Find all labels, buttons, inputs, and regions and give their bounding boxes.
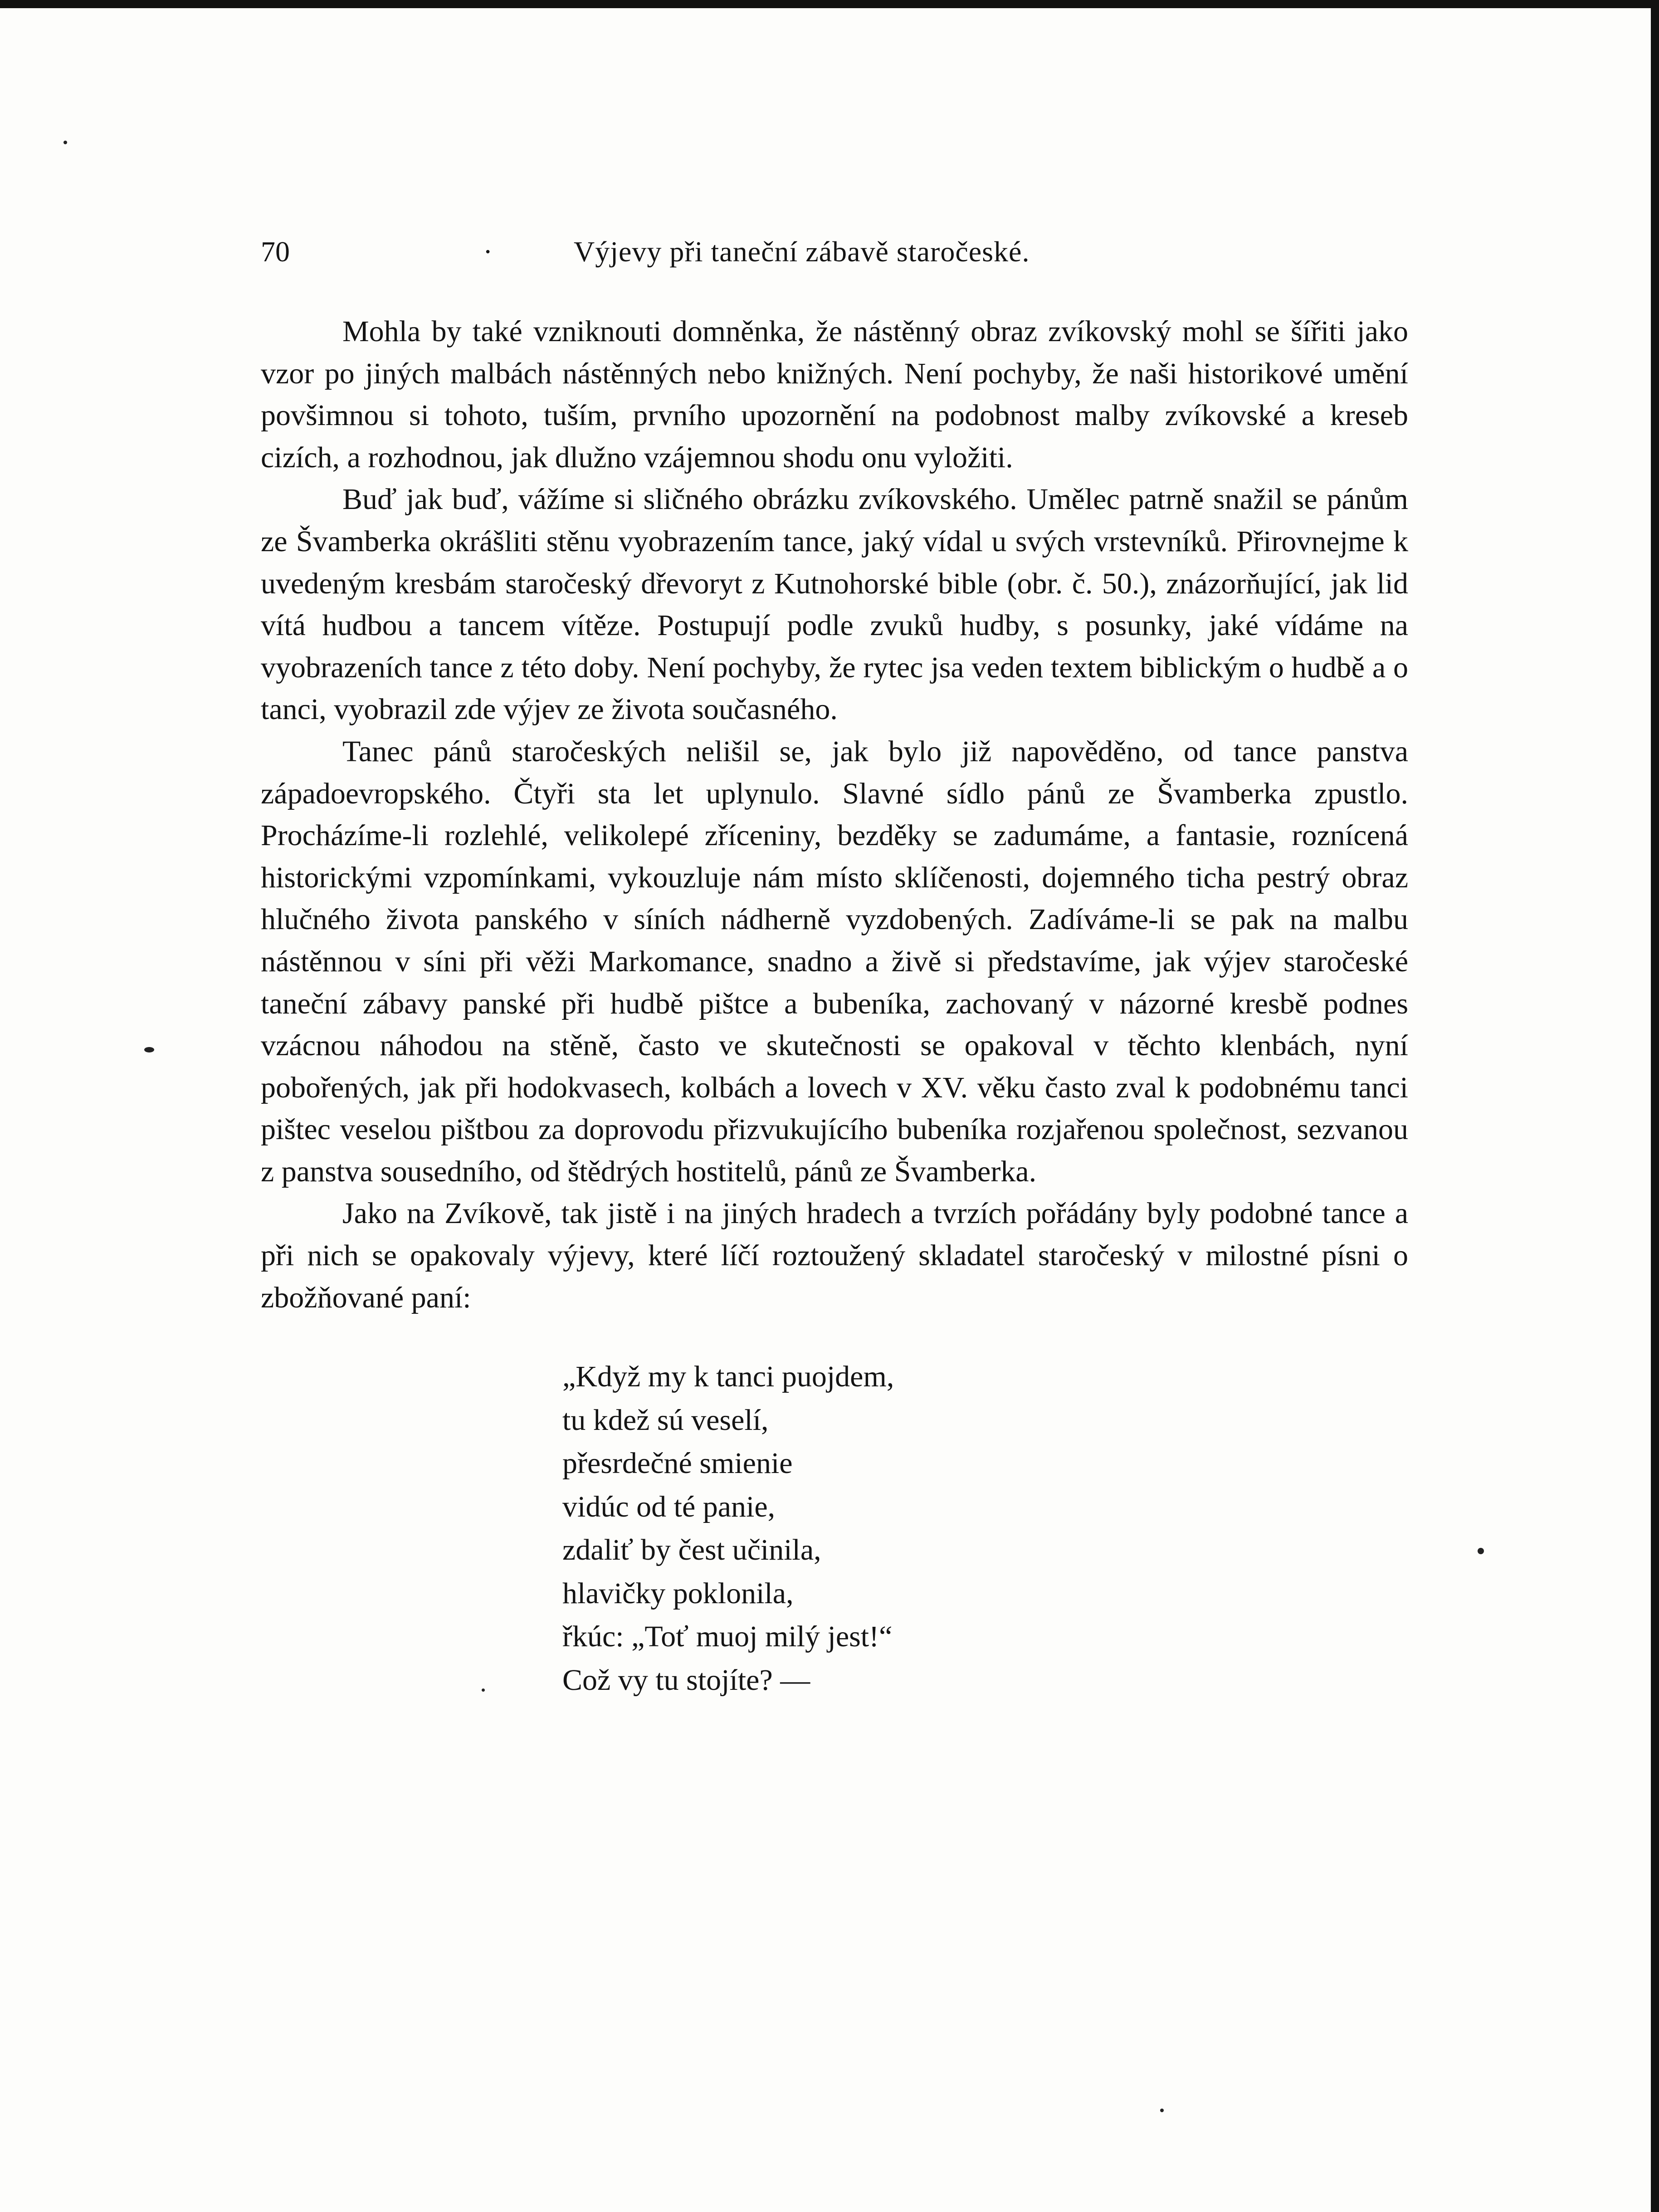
- paragraph: Tanec pánů staročeských nelišil se, jak bylo již napověděno, od tance panstva západoevropského. Čtyři sta let uplynulo. Slavné sídlo pánů ze Švamberka zpustlo. Procházíme-li rozlehlé, velikolepé zříceniny, bezděky se zadumáme, a fantasie, roznícená historickými vzpomínkami, vykouzluje nám místo sklíčenosti, dojemného ticha pestrý obraz hlučného života panského v síních nádherně vyzdobených. Zadíváme-li se pak na malbu nástěnnou v síni při věži Markomance, snadno a živě si představíme, jak výjev staročeské taneční zábavy panské při hudbě pištce a bubeníka, zachovaný v názorné kresbě podnes vzácnou náhodou na stěně, často ve skutečnosti se opakoval v těchto klenbách, nyní pobořených, jak při hodokvasech, kolbách a lovech v XV. věku často zval k podobnému tanci pištec veselou pištbou za doprovodu přizvukujícího bubeníka rozjařenou společnost, sezvanou z panstva sousedního, od štědrých hostitelů, pánů ze Švamberka.: [261, 734, 1408, 1188]
- paragraph: Buď jak buď, vážíme si sličného obrázku zvíkovského. Umělec patrně snažil se pánům ze Švamberka okrášliti stěnu vyobrazením tance, jaký vídal u svých vrstevníků. Přirovnejme k uvedeným kresbám staročeský dřevoryt z Kutnohorské bible (obr. č. 50.), znázorňující, jak lid vítá hudbou a tancem vítěze. Postupují podle zvuků hudby, s posunky, jaké vídáme na vyobrazeních tance z této doby. Není pochyby, že rytec jsa veden textem biblickým o hudbě a o tanci, vyobrazil zde výjev ze života současného.: [261, 483, 1408, 726]
- page-number: 70: [261, 235, 290, 268]
- scan-border-right: [1651, 0, 1659, 2212]
- poem-verse: přesrdečné smienie: [562, 1447, 793, 1480]
- scan-border-top: [0, 0, 1659, 8]
- poem-verse: „Když my k tanci puojdem,: [562, 1360, 894, 1394]
- ink-speck: [144, 1047, 154, 1052]
- paragraph: Jako na Zvíkově, tak jistě i na jiných hradech a tvrzích pořádány byly podobné tance a při nich se opakovaly výjevy, které líčí roztoužený skladatel staročeský v milostné písni o zbožňované paní:: [261, 1197, 1408, 1314]
- running-head: [261, 227, 1408, 277]
- running-title: Výjevy při taneční zábavě staročeské.: [574, 235, 1030, 268]
- paragraph: Mohla by také vzniknouti domněnka, že nástěnný obraz zvíkovský mohl se šířiti jako vzor po jiných malbách nástěnných nebo knižných. Není pochyby, že naši historikové umění povšimnou si tohoto, tuším, prvního upozornění na podobnost malby zvíkovské a kreseb cizích, a rozhodnou, jak dlužno vzájemnou shodu onu vyložiti.: [261, 315, 1408, 474]
- ink-speck: [1478, 1548, 1484, 1554]
- book-page: [261, 227, 1408, 1702]
- poem-verse: zdaliť by čest učinila,: [562, 1533, 821, 1567]
- poem-verse: Což vy tu stojíte? —: [562, 1663, 810, 1697]
- ink-speck: [63, 141, 67, 144]
- poem-verse: vidúc od té panie,: [562, 1490, 776, 1523]
- poem-verse: hlavičky poklonila,: [562, 1576, 794, 1610]
- ink-speck: [1160, 2109, 1164, 2112]
- poem: [562, 1355, 1408, 1702]
- body-text: [261, 311, 1408, 1319]
- poem-verse: tu kdež sú veselí,: [562, 1403, 769, 1437]
- poem-verse: řkúc: „Toť muoj milý jest!“: [562, 1620, 893, 1654]
- header-separator: ·: [483, 235, 493, 268]
